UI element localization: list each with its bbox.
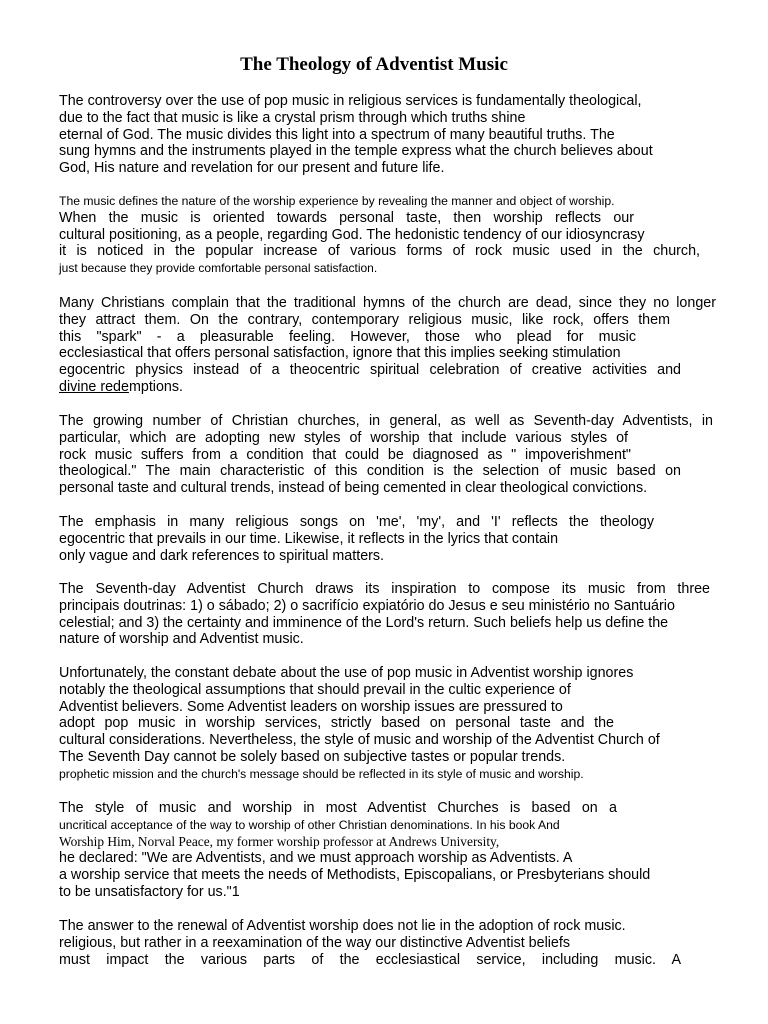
paragraph-4 xyxy=(59,413,719,497)
underlined-text: divine rede xyxy=(59,378,129,395)
text-line: principais doutrinas: 1) o sábado; 2) o sacrifício expiatório do Jesus e seu ministério no Santuário xyxy=(59,597,675,614)
text-line: cultural positioning, as a people, regarding God. The hedonistic tendency of our idiosyncrasy xyxy=(59,226,645,243)
text-line: The emphasis in many religious songs on 'me', 'my', and 'I' reflects the theology xyxy=(59,514,654,530)
text-line: religious, but rather in a reexamination of the way our distinctive Adventist beliefs xyxy=(59,934,570,951)
text-line: nature of worship and Adventist music. xyxy=(59,631,304,648)
text-line: Adventist believers. Some Adventist leaders on worship issues are pressured to xyxy=(59,698,563,715)
text-line: only vague and dark references to spiritual matters. xyxy=(59,547,385,564)
text-line: must impact the various parts of the ecclesiastical service, including music. A xyxy=(59,951,681,968)
text-line: eternal of God. The music divides this light into a spectrum of many beautiful truths. The xyxy=(59,126,615,143)
page-title: The Theology of Adventist Music xyxy=(240,54,508,75)
text-line: it is noticed in the popular increase of various forms of rock music used in the church, xyxy=(59,243,700,260)
text-line: this "spark" - a pleasurable feeling. However, those who plead for music xyxy=(59,328,636,345)
paragraph-3 xyxy=(59,295,719,396)
text-line: they attract them. On the contrary, contemporary religious music, like rock, offers them xyxy=(59,311,670,328)
text-line: When the music is oriented towards personal taste, then worship reflects our xyxy=(59,209,634,226)
paragraph-1 xyxy=(59,93,719,177)
text-line: The answer to the renewal of Adventist worship does not lie in the adoption of rock music. xyxy=(59,918,626,934)
text-line: adopt pop music in worship services, strictly based on personal taste and the xyxy=(59,715,614,732)
text-line: celestial; and 3) the certainty and imminence of the Lord's return. Such beliefs help us define the xyxy=(59,614,669,631)
text-line: a worship service that meets the needs of Methodists, Episcopalians, or Presbyterians should xyxy=(59,867,651,884)
text-line: prophetic mission and the church's message should be reflected in its style of music and worship. xyxy=(59,766,584,781)
text-line: The controversy over the use of pop music in religious services is fundamentally theological, xyxy=(59,93,642,109)
text-line: Worship Him, Norval Peace, my former worship professor at Andrews University, xyxy=(59,833,500,849)
text-line: particular, which are adopting new styles of worship that include various styles of xyxy=(59,429,628,446)
paragraph-8 xyxy=(59,800,719,901)
text-line: The style of music and worship in most Adventist Churches is based on a xyxy=(59,800,617,816)
text-line xyxy=(59,379,719,396)
text-line: Many Christians complain that the traditional hymns of the church are dead, since they no longer xyxy=(59,295,716,311)
text-line: just because they provide comfortable personal satisfaction. xyxy=(59,261,378,276)
text-line: The Seventh Day cannot be solely based on subjective tastes or popular trends. xyxy=(59,748,566,765)
text-line: egocentric that prevails in our time. Likewise, it reflects in the lyrics that contain xyxy=(59,530,559,547)
text-line: The growing number of Christian churches, in general, as well as Seventh-day Adventists, in xyxy=(59,413,713,429)
paragraph-2 xyxy=(59,193,719,277)
paragraph-7 xyxy=(59,665,719,783)
text-line: God, His nature and revelation for our present and future life. xyxy=(59,160,445,177)
text-line: rock music suffers from a condition that could be diagnosed as " impoverishment" xyxy=(59,446,631,463)
text-line: cultural considerations. Nevertheless, the style of music and worship of the Adventist Church of xyxy=(59,732,660,749)
paragraph-6 xyxy=(59,581,719,648)
text-line: egocentric physics instead of a theocentric spiritual celebration of creative activities and xyxy=(59,362,681,379)
text-line: personal taste and cultural trends, instead of being cemented in clear theological convictions. xyxy=(59,480,648,497)
text-line: sung hymns and the instruments played in the temple express what the church believes about xyxy=(59,143,653,160)
paragraph-5 xyxy=(59,514,719,564)
text-line: uncritical acceptance of the way to worship of other Christian denominations. In his book And xyxy=(59,817,560,832)
text-line: ecclesiastical that offers personal satisfaction, ignore that this implies seeking stimulation xyxy=(59,345,621,362)
text-line: The Seventh-day Adventist Church draws its inspiration to compose its music from three xyxy=(59,581,710,597)
paragraph-9 xyxy=(59,918,719,968)
text-line: notably the theological assumptions that should prevail in the cultic experience of xyxy=(59,681,571,698)
text-span: mptions. xyxy=(128,378,183,395)
text-line: theological." The main characteristic of this condition is the selection of music based on xyxy=(59,463,681,480)
text-line: to be unsatisfactory for us."1 xyxy=(59,883,240,900)
text-line: The music defines the nature of the worship experience by revealing the manner and object of worship. xyxy=(59,194,615,208)
text-line: Unfortunately, the constant debate about the use of pop music in Adventist worship ignores xyxy=(59,665,634,681)
text-line: he declared: "We are Adventists, and we must approach worship as Adventists. A xyxy=(59,850,573,867)
text-line: due to the fact that music is like a crystal prism through which truths shine xyxy=(59,109,526,126)
